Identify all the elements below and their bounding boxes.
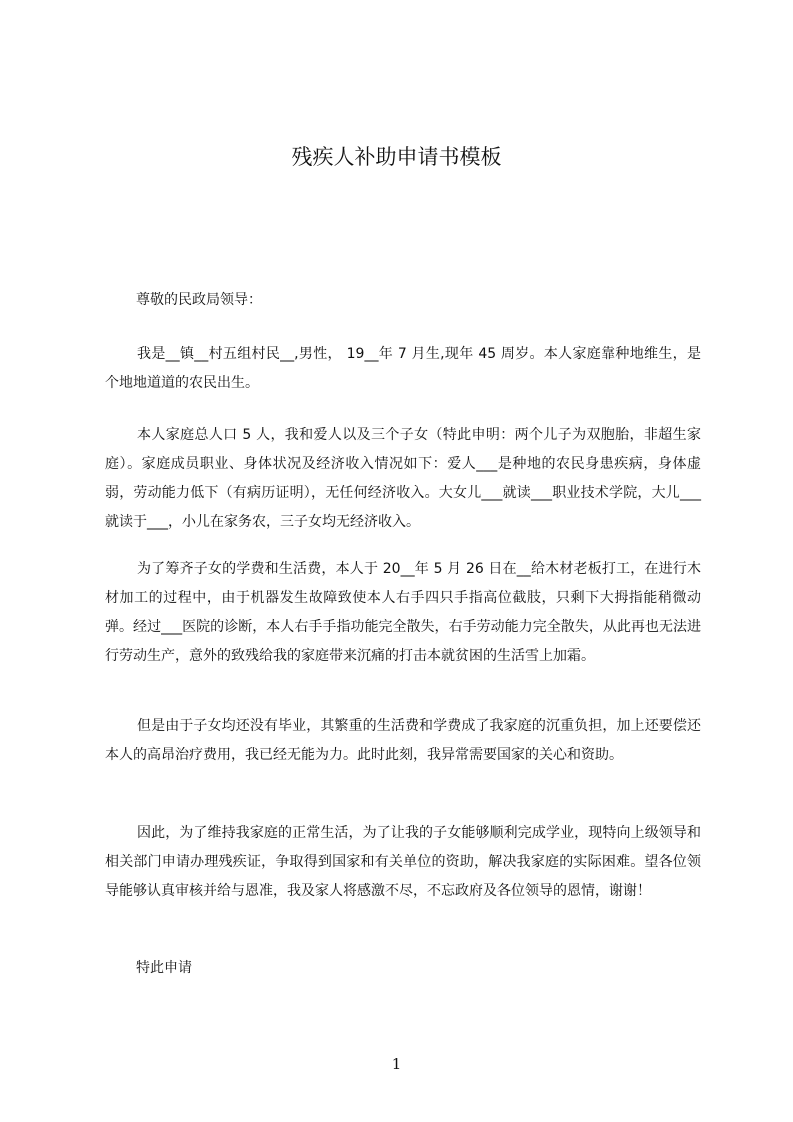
paragraph-family-status: 本人家庭总人口 5 人，我和爱人以及三个子女（特此申明：两个儿子为双胞胎，非超生家庭）。家庭成员职业、身体状况及经济收入情况如下：爱人___是种地的农民身患疾病，身体虚弱，劳动能力低下（有病历证明），无任何经济收入。大女儿___就读___职业技术学院，大儿___就读于___，小儿在家务农，三子女均无经济收入。 <box>105 427 701 530</box>
paragraph-request: 因此，为了维持我家庭的正常生活，为了让我的子女能够顺利完成学业，现特向上级领导和相关部门申请办理残疾证，争取得到国家和有关单位的资助，解决我家庭的实际困难。望各位领导能够认真审核并给与恩准，我及家人将感激不尽，不忘政府及各位领导的恩情，谢谢！ <box>105 825 701 899</box>
page-number: 1 <box>391 1055 402 1073</box>
document-title: 残疾人补助申请书模板 <box>291 145 502 169</box>
paragraph-financial-burden: 但是由于子女均还没有毕业，其繁重的生活费和学费成了我家庭的沉重负担，加上还要偿还本人的高昂治疗费用，我已经无能为力。此时此刻，我异常需要国家的关心和资助。 <box>105 718 701 763</box>
salutation: 尊敬的民政局领导： <box>136 292 262 308</box>
paragraph-personal-info: 我是__镇__村五组村民__,男性， 19__年 7 月生,现年 45 周岁。本人家庭靠种地维生，是个地地道道的农民出生。 <box>105 346 701 391</box>
closing-statement: 特此申请 <box>136 960 192 976</box>
paragraph-injury-details: 为了筹齐子女的学费和生活费，本人于 20__年 5 月 26 日在__给木材老板打工，在进行木材加工的过程中，由于机器发生故障致使本人右手四只手指高位截肢，只剩下大拇指能稍微动弹。经过___医院的诊断，本人右手手指功能完全散失，右手劳动能力完全散失，从此再也无法进行劳动生产，意外的致残给我的家庭带来沉痛的打击本就贫困的生活雪上加霜。 <box>105 561 701 664</box>
